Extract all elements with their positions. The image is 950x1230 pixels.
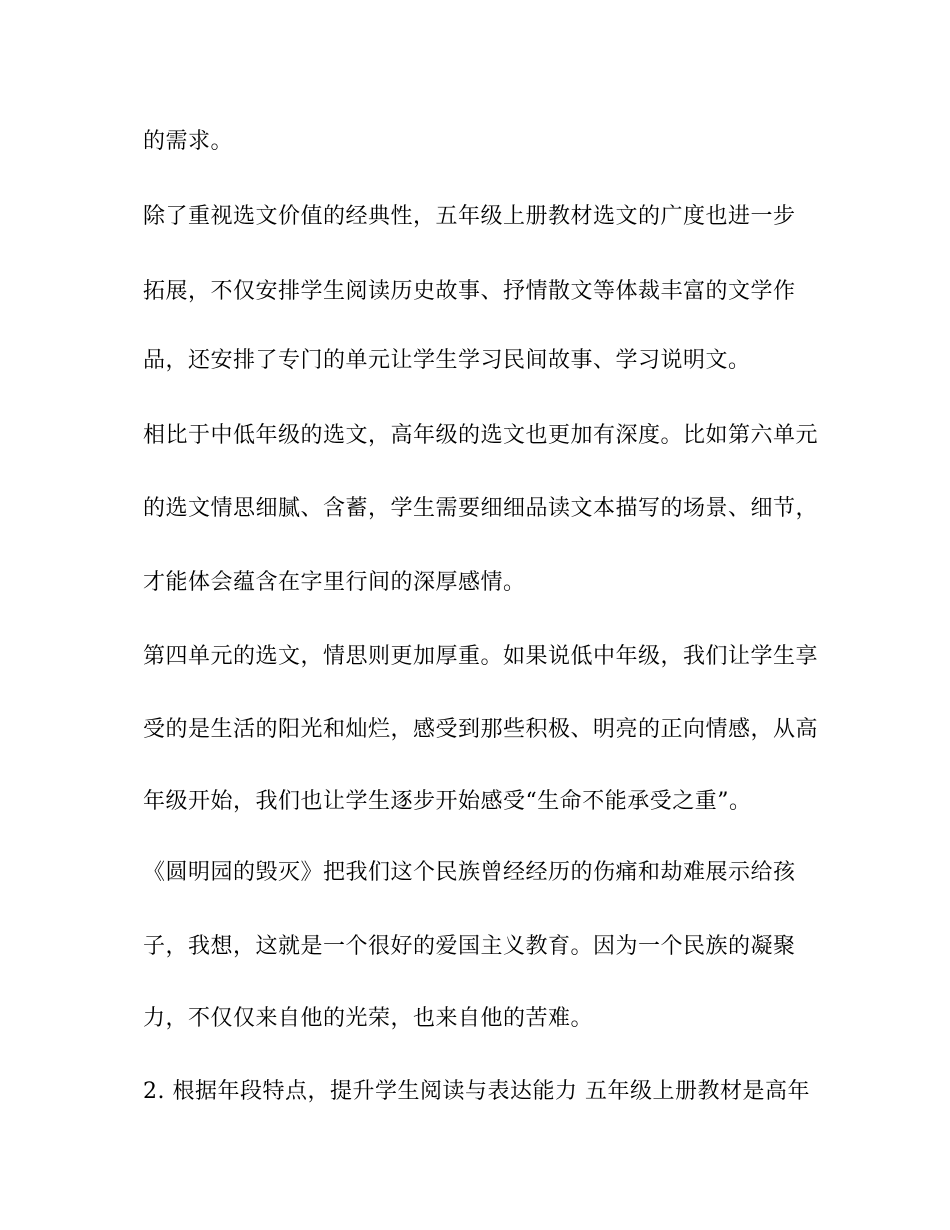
text-line: 年级开始，我们也让学生逐步开始感受“生命不能承受之重”。 <box>143 789 752 814</box>
text-line: 2. 根据年段特点，提升学生阅读与表达能力 五年级上册教材是高年 <box>143 1079 810 1104</box>
text-line: 第四单元的选文，情思则更加厚重。如果说低中年级，我们让学生享 <box>143 644 819 669</box>
text-line: 的需求。 <box>143 129 234 154</box>
text-line: 力，不仅仅来自他的光荣，也来自他的苦难。 <box>143 1006 594 1031</box>
text-line: 才能体会蕴含在字里行间的深厚感情。 <box>143 570 526 595</box>
text-line: 子，我想，这就是一个很好的爱国主义教育。因为一个民族的凝聚 <box>143 934 796 959</box>
text-line: 的选文情思细腻、含蓄，学生需要细细品读文本描写的场景、细节， <box>143 496 819 521</box>
text-line: 拓展，不仅安排学生阅读历史故事、抒情散文等体裁丰富的文学作 <box>143 279 796 304</box>
text-line: 《圆明园的毁灭》把我们这个民族曾经经历的伤痛和劫难展示给孩 <box>143 860 796 885</box>
text-line: 受的是生活的阳光和灿烂，感受到那些积极、明亮的正向情感，从高 <box>143 717 819 742</box>
text-line: 除了重视选文价值的经典性，五年级上册教材选文的广度也进一步 <box>143 204 796 229</box>
text-line: 品，还安排了专门的单元让学生学习民间故事、学习说明文。 <box>143 348 751 373</box>
text-line: 相比于中低年级的选文，高年级的选文也更加有深度。比如第六单元 <box>143 423 819 448</box>
